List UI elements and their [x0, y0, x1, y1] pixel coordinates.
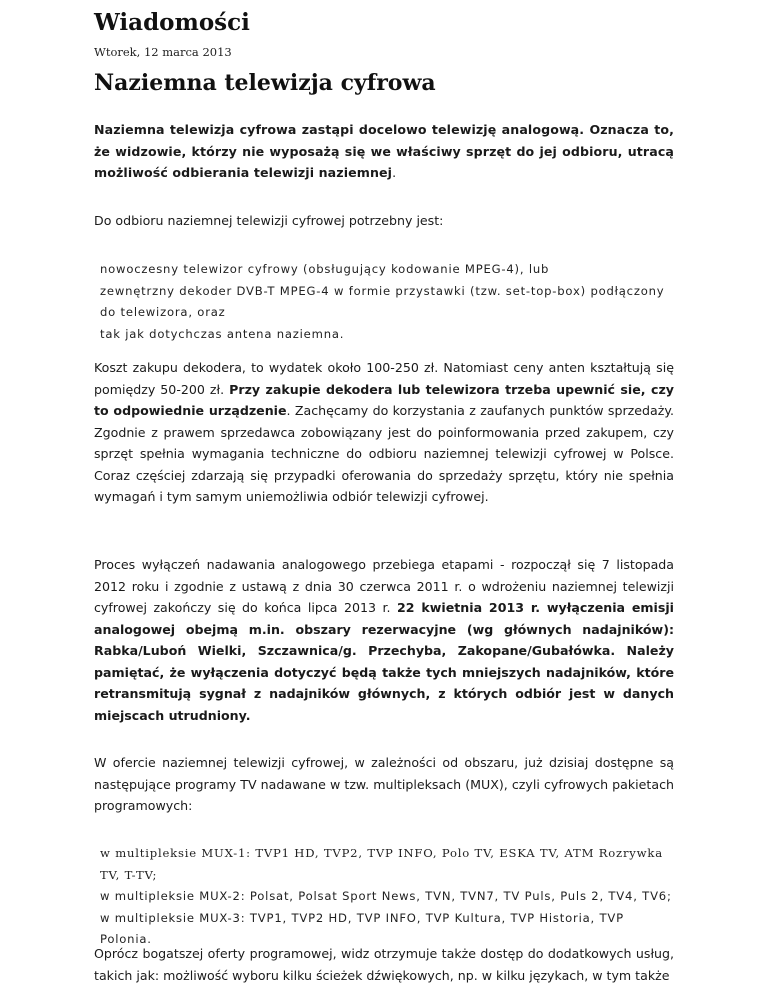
process-paragraph: [94, 554, 674, 726]
lead-bold-text: Naziemna telewizja cyfrowa zastąpi docelowo telewizję analogową. Oznacza to, że widzowie, którzy nie wyposażą się we właściwy sprzęt do jej odbioru, utracą możliwość odbierania telewizji naziemnej: [94, 122, 674, 180]
list-item: w multipleksie MUX-3: TVP1, TVP2 HD, TVP INFO, TVP Kultura, TVP Historia, TVP Polonia.: [100, 910, 624, 946]
cost-text-2: . Zachęcamy do korzystania z zaufanych punktów sprzedaży. Zgodnie z prawem sprzedawca zobowiązany jest do poinformowania przed zakupem, czy sprzęt spełnia wymagania techniczne do odbioru naziemnej telewizji cyfrowej w Polsce. Coraz częściej zdarzają się przypadki oferowania do sprzedaży sprzętu, który nie spełnia wymagań i tym samym uniemożliwia odbiór telewizji cyfrowej.: [94, 403, 674, 504]
list-item: w multipleksie MUX-2: Polsat, Polsat Sport News, TVN, TVN7, TV Puls, Puls 2, TV4, TV6;: [100, 889, 672, 903]
cost-paragraph: [94, 357, 674, 508]
requirements-intro-text: Do odbioru naziemnej telewizji cyfrowej potrzebny jest:: [94, 213, 444, 228]
article-title: Naziemna telewizja cyfrowa: [94, 70, 436, 96]
list-item: zewnętrzny dekoder DVB-T MPEG-4 w formie przystawki (tzw. set-top-box) podłączony do telewizora, oraz: [100, 283, 665, 319]
list-item: w multipleksie MUX-1: TVP1 HD, TVP2, TVP INFO, Polo TV, ESKA TV, ATM Rozrywka TV, T-TV;: [100, 846, 663, 882]
cost-text-1: Koszt zakupu dekodera, to wydatek około 100-250 zł. Natomiast ceny anten kształtują się pomiędzy 50-200 zł.: [94, 360, 674, 397]
list-item: nowoczesny telewizor cyfrowy (obsługujący kodowanie MPEG-4), lub: [100, 262, 550, 276]
requirements-list: [94, 259, 674, 345]
list-item: tak jak dotychczas antena naziemna.: [100, 326, 345, 341]
process-text: Proces wyłączeń nadawania analogowego przebiega etapami - rozpoczął się 7 listopada 2012 roku i zgodnie z ustawą z dnia 30 czerwca 2011 r. o wdrożeniu naziemnej telewizji cyfrowej zakończy się do końca lipca 2013 r.: [94, 557, 674, 615]
process-bold-text: 22 kwietnia 2013 r. wyłączenia emisji analogowej obejmą m.in. obszary rezerwacyjne (wg głównych nadajników): Rabka/Luboń Wielki, Szczawnica/g. Przechyba, Zakopane/Gubałówka. Należy pamiętać, że wyłączenia dotyczyć będą także tych mniejszych nadajników, które retransmitują sygnał z nadajników głównych, z których odbiór jest w danych miejscach utrudniony.: [94, 600, 674, 723]
multiplex-list: [94, 843, 674, 951]
publication-date: Wtorek, 12 marca 2013: [94, 45, 232, 59]
lead-end: .: [392, 165, 397, 180]
site-title: Wiadomości: [94, 9, 250, 36]
offer-intro-text: W ofercie naziemnej telewizji cyfrowej, w zależności od obszaru, już dzisiaj dostępne są następujące programy TV nadawane w tzw. multipleksach (MUX), czyli cyfrowych pakietach programowych:: [94, 755, 674, 813]
cost-bold-text: Przy zakupie dekodera lub telewizora trzeba upewnić sie, czy to odpowiednie urządzenie: [94, 381, 674, 418]
lead-paragraph: [94, 119, 674, 184]
requirements-intro: [94, 210, 674, 232]
offer-intro: [94, 752, 674, 817]
closing-text: Oprócz bogatszej oferty programowej, widz otrzymuje także dostęp do dodatkowych usług, takich jak: możliwość wyboru kilku ścieżek dźwiękowych, np. w kilku językach, w tym także: [94, 946, 674, 983]
closing-paragraph: [94, 943, 674, 986]
